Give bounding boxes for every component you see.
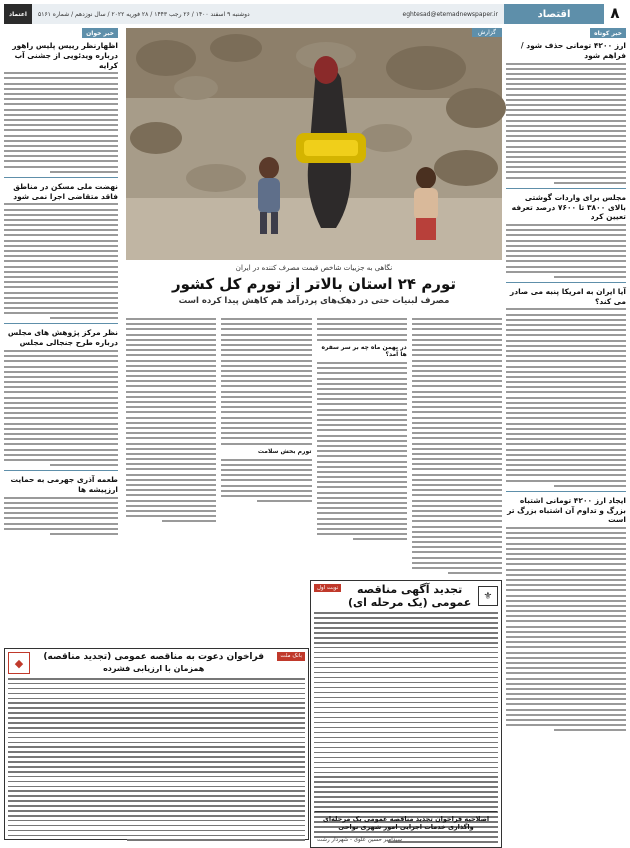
supertitle: نگاهی به جزییات شاخص قیمت مصرف کننده در ایران	[235, 264, 393, 272]
news-body	[4, 72, 118, 173]
headline[interactable]: تورم ۲۴ استان بالاتر از تورم کل کشور	[172, 275, 456, 293]
news-item	[506, 496, 626, 732]
article-column	[126, 318, 216, 580]
article-subhead: تورم بخش سلامت	[257, 447, 312, 455]
news-item	[4, 328, 118, 466]
page-header	[4, 4, 626, 24]
bank-badge: بانک ملت	[277, 652, 305, 661]
news-item	[506, 41, 626, 184]
article-column	[221, 318, 311, 580]
call-advertisement	[4, 648, 309, 840]
news-title: ارز ۴۲۰۰ تومانی حذف شود / فراهم شود	[520, 41, 626, 60]
news-body	[4, 203, 118, 319]
article-subhead: در بهمن ماه چه بر سر سفره ها آمد؟	[321, 343, 407, 358]
news-body	[506, 527, 626, 731]
photo-section-tag: گزارش	[472, 28, 502, 37]
news-body	[506, 224, 626, 278]
call-body	[8, 678, 305, 841]
divider	[4, 470, 118, 471]
call-title: فراخوان دعوت به مناقصه عمومی (تجدید مناقصه)	[43, 652, 265, 662]
tender-signature: سیدامیر حسین علوی - شهردار رشت	[317, 837, 402, 843]
tender-correction-note: اصلاحیه فراخوان تجدید مناقصه عمومی یک مرحله‌ای واگذاری خدمات اجرایی امور شهری نواحی	[315, 811, 497, 831]
headline-block	[126, 264, 502, 314]
news-title: آیا ایران به امریکا پنبه می صادر می کند؟	[509, 286, 626, 306]
news-title: اظهارنظر رییس پلیس راهور درباره ویدئویی از جشنی آب کرایه	[12, 41, 118, 70]
right-column-kicker: خبر کوتاه	[590, 28, 626, 38]
news-title: مجلس برای واردات گوشتی بالای ۳۸۰۰ تا ۷۶۰۰ درصد تعرفه تعیین کرد	[511, 192, 626, 222]
tender-body	[314, 612, 498, 843]
news-title: ایجاد ارز ۴۲۰۰ تومانی اشتباه بزرگ و تداوم آن اشتباه بزرگ تر است	[507, 495, 626, 525]
article-column	[317, 318, 407, 580]
bank-logo-icon: ◆	[8, 652, 30, 674]
news-title: طعمه آذری جهرمی به حمایت ارزپیشه ها	[10, 475, 118, 494]
news-title: نظر مرکز پژوهش های مجلس درباره طرح جنجالی مجلس	[7, 328, 118, 348]
tender-badge: نوبت اول	[314, 584, 341, 592]
left-column-kicker: خبر خوان	[82, 28, 118, 38]
news-body	[506, 308, 626, 486]
news-item	[4, 475, 118, 535]
article-column	[412, 318, 502, 580]
divider	[506, 491, 626, 492]
children-walking-photo-icon	[126, 28, 502, 260]
divider	[4, 323, 118, 324]
header-date-line: دوشنبه ۹ اسفند ۱۴۰۰ / ۲۶ رجب ۱۴۴۳ / ۲۸ فوریه ۲۰۲۲ / سال نوزدهم / شماره ۵۱۶۱	[38, 10, 250, 18]
divider	[506, 282, 626, 283]
divider	[506, 188, 626, 189]
news-item	[4, 41, 118, 173]
article-body	[126, 318, 502, 580]
section-label: اقتصاد	[504, 4, 604, 24]
tender-title: تجدید آگهی مناقصه عمومی (یک مرحله ای)	[347, 583, 472, 609]
municipality-emblem-icon: ⚜	[478, 586, 498, 606]
newspaper-logo: اعتماد	[4, 4, 32, 24]
call-subtitle: همزمان با ارزیابی فشرده	[103, 664, 205, 673]
divider	[4, 177, 118, 178]
header-info-bar	[32, 4, 504, 24]
right-column	[506, 28, 626, 814]
news-item	[506, 287, 626, 487]
news-body	[4, 350, 118, 466]
subheadline: مصرف لبنیات حتی در دهک‌های پردرآمد هم کاهش پیدا کرده است	[178, 296, 450, 306]
header-email[interactable]: eghtesad@etemadnewspaper.ir	[402, 10, 498, 18]
news-title: نهضت ملی مسکن در مناطق فاقد متقاضی اجرا نمی شود	[13, 181, 118, 201]
news-body	[506, 63, 626, 184]
tender-advertisement	[310, 580, 502, 848]
news-body	[4, 497, 118, 535]
news-item	[4, 182, 118, 320]
lead-photo	[126, 28, 502, 260]
page-number: ۸	[610, 4, 620, 22]
news-item	[506, 193, 626, 278]
